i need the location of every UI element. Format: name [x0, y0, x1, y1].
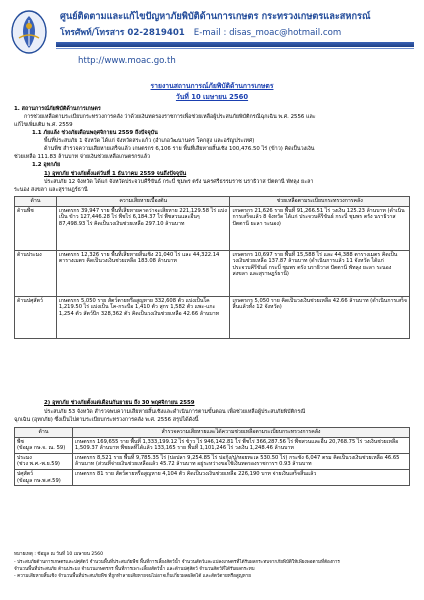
flood-1-provinces-cont: ระนอง สงขลา และสุราษฎร์ธานี [14, 187, 88, 193]
row-label-note: (ช่วง พ.ศ.-พ.ย.59) [17, 461, 60, 468]
table-header-row [15, 197, 410, 207]
row-label-note: (ข้อมูล กษ.พ.ศ.59) [17, 477, 61, 484]
damage-cell: เกษตรกร 39,947 ราย พื้นที่เสียหายคาดว่าจะเสียหาย 221,129.58 ไร่ แบ่งเป็น ข้าว 127,446.28 ไร่ พืชไร่ 6,184.37 ไร่ พืชสวนและอื่นๆ 87,498.93 ไร่ คิดเป็นวงเงินช่วยเหลือ 297.10 ล้านบาท [56, 206, 230, 250]
aid-cell: เกษตรกร 5,050 ราย คิดเป็นวงเงินช่วยเหลือ 42.66 ล้านบาท (ดำเนินการเสร็จสิ้นแล้วทั้ง 12 จังหวัด) [230, 296, 410, 338]
section-1-paragraph-cont: แก้ไขเพิ่มเติม พ.ศ. 2559 [14, 122, 73, 128]
flood-2-paragraph: ประสบภัย 53 จังหวัด สำรวจพบความเสียหายสิ้นเชิงและดำเนินการตามขั้นตอน เพื่อช่วยเหลือผู้ประสบภัยพิบัติกรณี [44, 409, 306, 415]
footnote-line: - ประสบภัยด้านการเกษตรและปศุสัตว์ จำนวนพื้นที่ประสบภัยพืช พื้นที่การเลี้ยงสัตว์น้ำ จำนวนสัตว์และแปลงเกษตรที่ได้รับผลกระทบจากภัยพิบัติให้เพียงพอตามที่ต้องการ [14, 560, 340, 565]
letterhead [0, 0, 424, 76]
moac-emblem-icon [9, 8, 49, 56]
row-label: ด้านพืช [15, 206, 57, 250]
table-row [15, 296, 410, 338]
footnote-line: จำนวนพื้นที่ประสบภัย ด้านประมง จำนวนเกษตรกร พื้นที่การเพาะเลี้ยงสัตว์น้ำ และด้านปศุสัตว์ จำนวนสัตว์ที่ได้รับผลกระทบ [14, 567, 255, 572]
flood-heading: 1.2 อุทกภัย [32, 162, 61, 168]
row-label [15, 469, 73, 485]
row-label [15, 437, 73, 453]
section-1-heading: 1. สถานการณ์ภัยพิบัติด้านการเกษตร [14, 106, 101, 112]
row-text: เกษตรกร 169,655 ราย พื้นที่ 1,333,199.12 ไร่ ข้าว ไร่ 946,142.81 ไร่ พืชไร่ 366,287.56 ไร่ พืชสวนและอื่น 20,768.75 ไร่ วงเงินช่วยเหลือ 1,509.37 ล้านบาท พืชผลที่ได้แล้ว 133,165 ราย พื้นที่ 1,101,246 ไร่ วงเงิน 1,248.46 ล้านบาท [72, 437, 409, 453]
row-text: เกษตรกร 8,521 ราย พื้นที่ 9,785.35 ไร่ (บ่อปลา 9,254.85 ไร่ บ่อกุ้ง/ปู/หอยทะเล 530.50 ไร่) กระชัง 6,047 ตรม คิดเป็นวงเงินช่วยเหลือ 46.65 ล้านบาท (ส่วนที่จ่ายเงินช่วยเหลือแล้ว 45.72 ล้านบาท อยู่ระหว่างขอใช้เงินทดรองราชการฯ 0.93 ล้านบาท [72, 453, 409, 469]
drought-crops: ด้านพืช สำรวจความเสียหายเสร็จแล้ว เกษตรกร 6,106 ราย พื้นที่เสียหายสิ้นเชิง 100,476.50 ไร่ (ข้าว) คิดเป็นวงเงิน [44, 146, 315, 152]
table-header: สำรวจความเสียหายและได้ความช่วยเหลือตามระเบียบกระทรวงการคลัง [72, 428, 409, 438]
header-divider [56, 42, 414, 47]
footnote-line: - ความเสียหายสิ้นเชิง จำนวนพื้นที่ประสบภัยพืช ที่ถูกทำลายเสียหายจนไม่อาจเก็บเกี่ยวผลผลิตได้ และสัตว์ตายหรือสูญหาย [14, 574, 251, 579]
drought-heading: 1.1 ภัยแล้ง ช่วงภัยเดือนพฤศจิกายน 2559 ถึงปัจจุบัน [32, 130, 158, 136]
report-title: รายงานสถานการณ์ภัยพิบัติด้านการเกษตร [150, 82, 274, 90]
row-label-title: ปศุสัตว์ [17, 470, 34, 477]
flood-2-paragraph-cont: ฉุกเฉิน (อุทกภัย) ซึ่งเป็นไปตามระเบียบกระทรวงการคลัง พ.ศ. 2556 สรุปได้ดังนี้ [14, 417, 199, 423]
report-date: วันที่ 10 เมษายน 2560 [175, 93, 249, 101]
flood-1-heading: 1) อุทกภัย ช่วงภัยตั้งแต่วันที่ 1 ธันวาคม 2559 จนถึงปัจจุบัน [44, 171, 187, 177]
damage-cell: เกษตรกร 12,326 ราย พื้นที่เสียหายสิ้นเชิง 21,040 ไร่ และ 44,322.14 ตารางเมตร คิดเป็นวงเงินช่วยเหลือ 183.08 ล้านบาท [56, 250, 230, 296]
row-text: เกษตรกร 81 ราย สัตว์ตายหรือสูญหาย 4,104 ตัว คิดเป็นวงเงินช่วยเหลือ 226,190 บาท จ่ายเงินเสร็จสิ้นแล้ว [72, 469, 409, 485]
flood-2-heading: 2) อุทกภัย ช่วงภัยตั้งแต่เดือนกันยายน ถึง 30 พฤศจิกายน 2559 [44, 400, 195, 406]
flood-1-provinces: ประสบภัย 12 จังหวัด ได้แก่ จังหวัดประจวบคีรีขันธ์ กระบี่ ชุมพร ตรัง นครศรีธรรมราช นราธิวาส ปัตตานี พัทลุง ยะลา [44, 179, 314, 185]
header-divider-thin [56, 48, 414, 49]
row-label [15, 453, 73, 469]
website-link[interactable]: http://www.moac.go.th [78, 56, 176, 66]
drought-area: พื้นที่ประสบภัย 1 จังหวัด ได้แก่ จังหวัดสระแก้ว (อำเภอวัฒนานคร โคกสูง และอรัญประเทศ) [44, 138, 255, 144]
section-1-paragraph: การช่วยเหลือตามระเบียบกระทรวงการคลัง ว่าด้วยเงินทดรองราชการเพื่อช่วยเหลือผู้ประสบภัยพิบัติกรณีฉุกเฉิน พ.ศ. 2556 และ [24, 114, 316, 120]
table-header: ด้าน [15, 197, 57, 207]
table-row [15, 437, 410, 453]
table-row [15, 250, 410, 296]
table-row [15, 206, 410, 250]
table-header: ช่วยเหลือตามระเบียบกระทรวงการคลัง [230, 197, 410, 207]
email-label: E-mail : disas_moac@hotmail.com [193, 28, 342, 38]
aid-cell: เกษตรกร 21,626 ราย พื้นที่ 91,266.51 ไร่ วงเงิน 125.23 ล้านบาท (ดำเนินการเสร็จแล้ว 8 จังหวัด ได้แก่ ประจวบคีรีขันธ์ กระบี่ ชุมพร ตรัง นราธิวาส ปัตตานี ยะลา ระนอง) [230, 206, 410, 250]
flood-1-table [14, 196, 410, 339]
damage-cell: เกษตรกร 5,050 ราย สัตว์ตายหรือสูญหาย 332,608 ตัว แบ่งเป็นโค 1,219.50 ไร่ แบ่งเป็น โค-กระบือ 1,410 ตัว สุกร 1,582 ตัว แพะ-แกะ 1,254 ตัว สัตว์ปีก 328,362 ตัว คิดเป็นวงเงินช่วยเหลือ 42.66 ล้านบาท [56, 296, 230, 338]
row-label-note: (ข้อมูล กษ.จ. ณ. 59) [17, 445, 66, 452]
aid-cell: เกษตรกร 10,697 ราย พื้นที่ 15,588 ไร่ และ 44,388 ตารางเมตร คิดเป็นวงเงินช่วยเหลือ 137.87 ล้านบาท (ดำเนินการแล้ว 11 จังหวัด ได้แก่ ประจวบคีรีขันธ์ กระบี่ ชุมพร ตรัง นราธิวาส ปัตตานี พัทลุง ยะลา ระนอง สงขลา และสุราษฎร์ธานี) [230, 250, 410, 296]
phone-label: โทรศัพท์/โทรสาร 02-2819401 [60, 28, 185, 38]
table-header-row [15, 428, 410, 438]
drought-crops-cont: ช่วยเหลือ 111.83 ล้านบาท จ่ายเงินช่วยเหลือเกษตรกรแล้ว [14, 154, 151, 160]
table-row [15, 453, 410, 469]
row-label-title: ประมง [17, 454, 32, 461]
contact-line [60, 25, 341, 39]
flood-2-table [14, 427, 410, 486]
table-header: ความเสียหายเบื้องต้น [56, 197, 230, 207]
organization-name: ศูนย์ติดตามและแก้ไขปัญหาภัยพิบัติด้านการเกษตร กระทรวงเกษตรและสหกรณ์ [60, 11, 371, 22]
row-label-title: พืช [17, 438, 24, 445]
table-header: ด้าน [15, 428, 73, 438]
table-row [15, 469, 410, 485]
footnote-source: หมายเหตุ : ข้อมูล ณ วันที่ 10 เมษายน 2560 [14, 552, 104, 557]
row-label: ด้านประมง [15, 250, 57, 296]
row-label: ด้านปศุสัตว์ [15, 296, 57, 338]
